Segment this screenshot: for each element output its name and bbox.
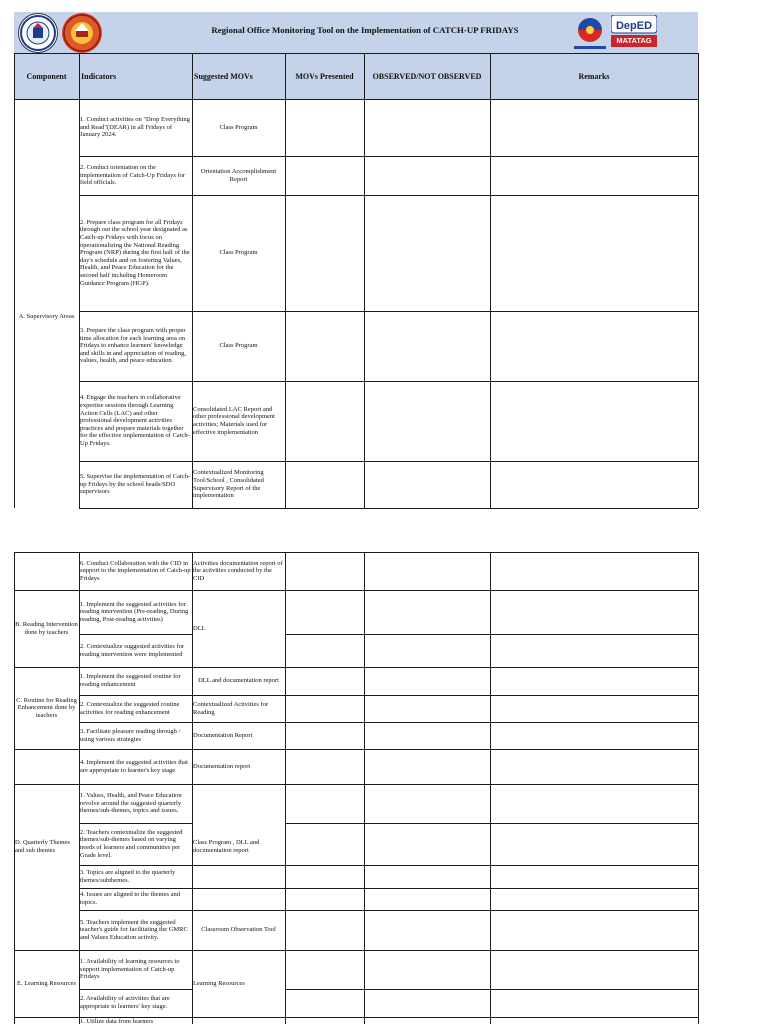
mov-a5: Consolidated LAC Report and other professional development activities; Materials used for effective implementation xyxy=(193,405,275,436)
component-c: C. Routine for Reading Enhancement done by teachers xyxy=(16,696,77,719)
indicator-d3: 3. Topics are aligned to the quarterly themes/subthemes. xyxy=(80,868,176,884)
indicator-d1: 1. Values, Health, and Peace Education revolve around the suggested quarterly themes/sub-themes, topics and issues. xyxy=(80,792,182,815)
indicator-c3: 3. Facilitate pleasure reading through / using various strategies xyxy=(80,727,181,743)
col-header-observed: OBSERVED/NOT OBSERVED xyxy=(364,53,490,99)
col-header-component: Component xyxy=(14,53,79,99)
component-e: E. Learning Resources xyxy=(16,979,77,987)
svg-text:DepED: DepED xyxy=(615,20,653,32)
mov-b: DLL xyxy=(193,624,206,632)
indicator-b1: 1. Implement the suggested activities for reading intervention (Pre-reading, During reading, Post-reading activities) xyxy=(80,600,189,623)
mov-d2: Classroom Observation Tool xyxy=(201,926,276,934)
component-b: B. Reading Intervention done by teachers xyxy=(15,620,78,636)
page-title: Regional Office Monitoring Tool on the Implementation of CATCH-UP FRIDAYS xyxy=(211,25,519,35)
col-header-movs: Suggested MOVs xyxy=(192,53,285,99)
mov-a3: Class Program xyxy=(219,249,258,257)
col-header-remarks: Remarks xyxy=(490,53,698,99)
mov-a2: Orientation Accomplishment Report xyxy=(200,167,277,183)
col-header-presented: MOVs Presented xyxy=(285,53,364,99)
mov-c1: DLL and documentation report xyxy=(198,677,279,685)
deped-seal-icon xyxy=(18,13,58,53)
indicator-f1-fragment: 1. Utilize data from learners xyxy=(80,1018,154,1024)
indicator-a7: 6. Conduct Collaboration with the CID in support to the implementation of Catch-up Fridays xyxy=(80,559,191,582)
indicator-a2: 2. Conduct orientation on the implementation of Catch-Up Fridays for field officials. xyxy=(80,164,186,187)
indicator-b2: 2. Contextualize suggested activities for reading intervention were implemented xyxy=(80,642,185,658)
mov-a6: Contextualized Monitoring Tool/School , Consolidated Supervisory Report of the implementation xyxy=(193,469,264,500)
indicator-c2: 2. Contextualize the suggested routine activities for reading enhancement xyxy=(80,700,180,716)
indicator-a4: 3. Prepare the class program with proper time allocation for each learning area on Fridays to enhance learners' knowledge and skills in and appreciation of reading, values, health, and peace education. xyxy=(80,327,186,365)
indicator-e1: 1. Availability of learning resources to support implementation of Catch-up Fridays xyxy=(80,958,180,981)
indicator-a6: 5. Supervise the implementation of Catch-up Fridays by the school heads/SDO supervisors xyxy=(80,473,191,496)
indicator-d4: 4. Issues are aligned to the themes and topics. xyxy=(80,891,180,906)
component-a: A. Supervisory Areas xyxy=(18,313,75,321)
indicator-a5: 4. Engage the teachers in collaborative expertise sessions through Learning Action Cells (LAC) and other professional development activities practices and prepare materials together for the effective implementation of Catch-Up Fridays. xyxy=(80,394,190,447)
mov-a1: Class Program xyxy=(219,123,258,131)
mov-d1: Class Program , DLL and documentation report xyxy=(193,839,260,854)
mov-e: Learning Resources xyxy=(193,979,245,987)
indicator-c1: 1. Implement the suggested routine for reading enhancement xyxy=(80,673,181,688)
mov-a7: Activities documentation report of the activities conducted by the CID xyxy=(193,559,283,582)
regional-office-seal-icon xyxy=(62,13,102,53)
col-header-indicators: Indicators xyxy=(79,53,192,99)
matatag-text: MATATAG xyxy=(616,36,652,45)
mov-c3: Documentation Report xyxy=(193,731,253,739)
indicator-d5: 5. Teachers implement the suggested teacher's guide for facilitating the GMRC and Values Education activity. xyxy=(80,918,188,941)
component-d: D. Quarterly Themes and sub themes xyxy=(15,839,70,854)
indicator-c4: 4. Implement the suggested activities that are appropriate to learner's key stage xyxy=(80,758,188,774)
mov-a4: Class Program xyxy=(219,342,258,350)
indicator-a1: 1. Conduct activities on "Drop Everything and Read"(DEAR) in all Fridays of January 2024. xyxy=(80,116,190,139)
indicator-d2: 2. Teachers contextualize the suggested themes/sub-themes based on varying needs of learners and communities per Grade level. xyxy=(80,828,183,859)
deped-matatag-logo xyxy=(611,15,657,51)
mov-c4: Documentation report xyxy=(193,762,251,770)
indicator-e2: 2. Availability of activities that are appropriate to learners' key stage. xyxy=(80,995,170,1010)
mov-c2: Contextualized Activities for Reading xyxy=(193,700,269,716)
indicator-a3: 2. Prepare class program for all Fridays through out the school year designated as Catch-up Fridays with focus on operationalizing the National Reading Program (NRP) during the first half of the day's schedule and on fostering Values, Health, and Peace Education for the second half including Homeroom Guidance Program (HGP). xyxy=(80,218,190,287)
